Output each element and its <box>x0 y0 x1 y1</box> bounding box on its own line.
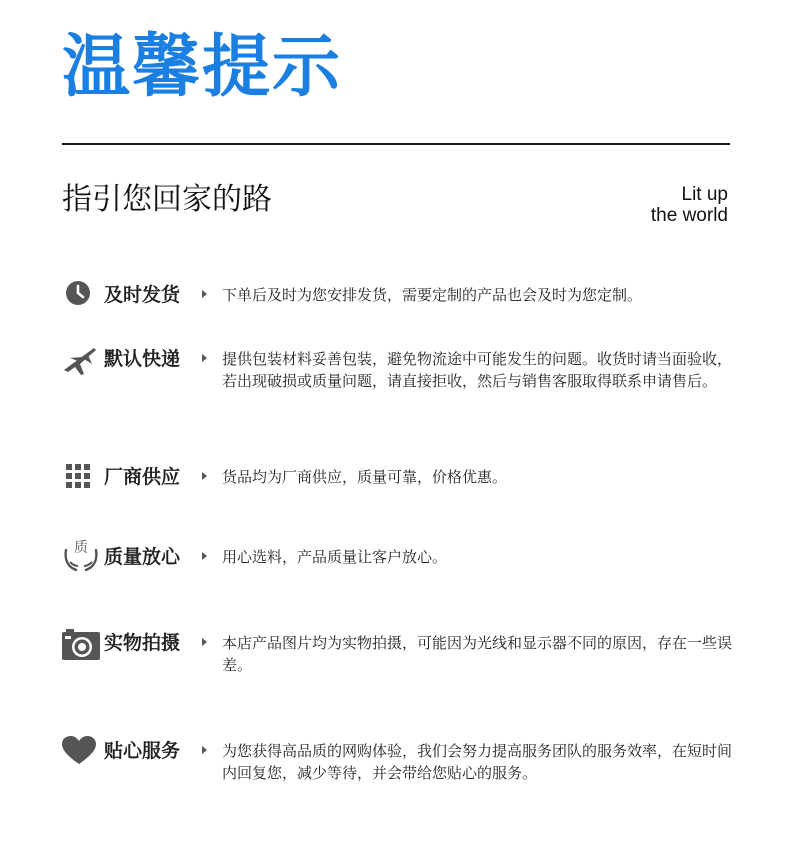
page-title: 温馨提示 <box>62 28 343 107</box>
airplane-icon <box>62 344 102 380</box>
notice-item-service <box>62 736 733 816</box>
notice-item-quality <box>62 542 730 622</box>
notice-item-express <box>62 344 733 424</box>
arrow-right-icon <box>202 746 207 754</box>
camera-icon <box>62 628 102 664</box>
item-description: 本店产品图片均为实物拍摄，可能因为光线和显示器不同的原因，存在一些误差。 <box>222 634 733 674</box>
arrow-right-icon <box>202 552 207 560</box>
item-description: 货品均为厂商供应，质量可靠，价格优惠。 <box>222 468 508 486</box>
item-label: 厂商供应 <box>104 466 181 488</box>
item-label: 质量放心 <box>104 546 181 568</box>
quality-char: 质 <box>74 540 88 556</box>
slogan <box>651 184 728 226</box>
clock-icon <box>62 280 102 316</box>
slogan-line-1: Lit up <box>681 184 728 205</box>
arrow-right-icon <box>202 472 207 480</box>
slogan-line-2: the world <box>650 205 728 226</box>
grid-icon <box>62 462 102 498</box>
page-subtitle: 指引您回家的路 <box>62 182 272 217</box>
item-description: 为您获得高品质的网购体验，我们会努力提高服务团队的服务效率，在短时间内回复您，减少等待，并会带给您贴心的服务。 <box>222 742 733 782</box>
item-label: 实物拍摄 <box>104 632 181 654</box>
arrow-right-icon <box>202 638 207 646</box>
arrow-right-icon <box>202 354 207 362</box>
item-description: 下单后及时为您安排发货，需要定制的产品也会及时为您定制。 <box>222 286 643 304</box>
item-label: 贴心服务 <box>104 740 181 762</box>
heart-icon <box>62 736 102 772</box>
notice-item-supply <box>62 462 730 542</box>
item-description: 提供包装材料妥善包装，避免物流途中可能发生的问题。收货时请当面验收，若出现破损或质量问题，请直接拒收，然后与销售客服取得联系申请售后。 <box>222 350 733 390</box>
title-divider <box>62 143 730 145</box>
item-description: 用心选料，产品质量让客户放心。 <box>222 548 448 566</box>
arrow-right-icon <box>202 290 207 298</box>
item-label: 及时发货 <box>104 284 181 306</box>
quality-hands-icon <box>62 536 102 572</box>
item-label: 默认快递 <box>104 348 181 370</box>
notice-item-photos <box>62 628 733 708</box>
